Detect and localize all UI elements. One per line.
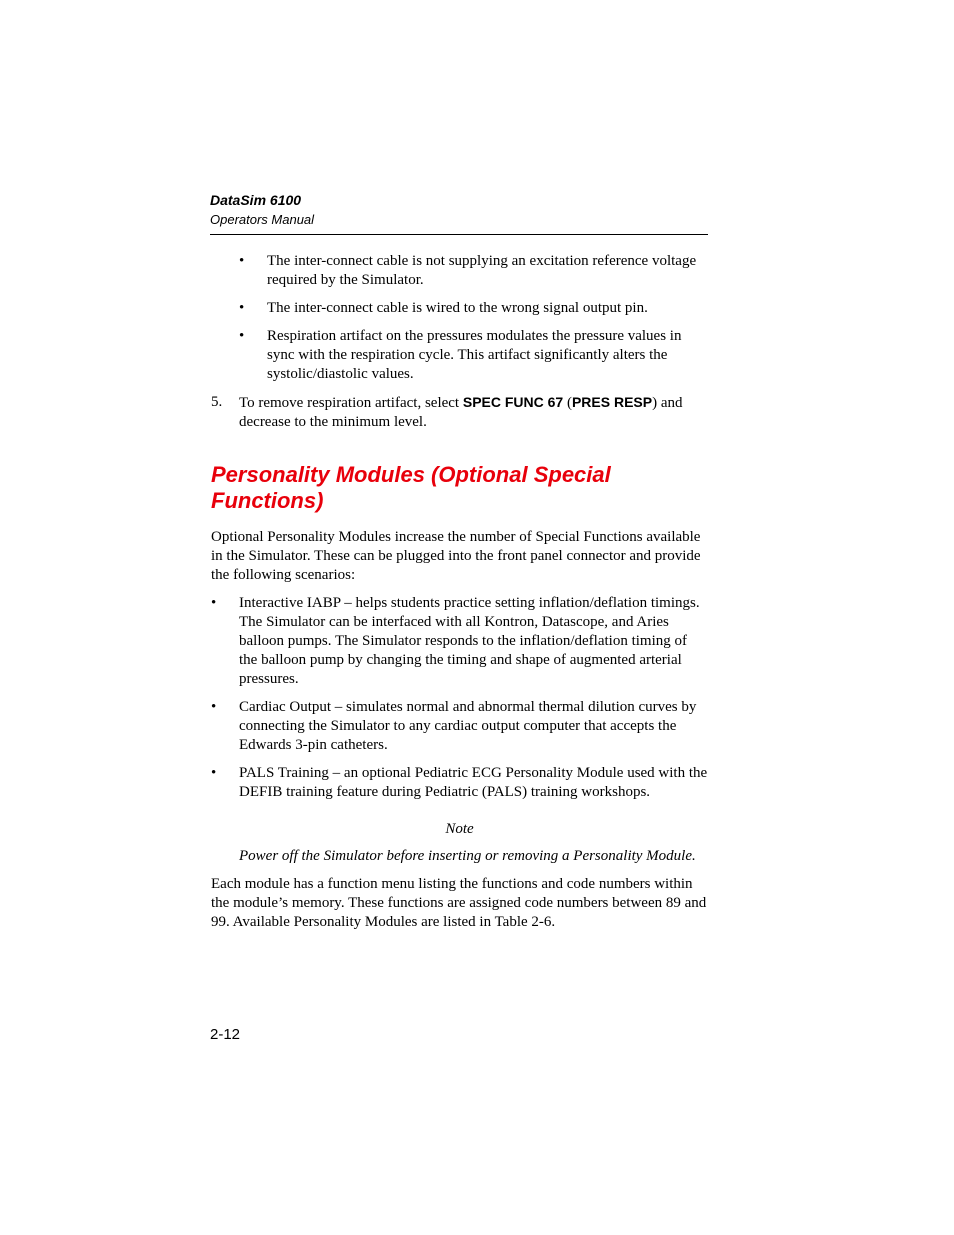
bullet-icon: • [239, 328, 245, 344]
bullet-icon: • [211, 699, 217, 715]
bullet-icon: • [239, 300, 245, 316]
note-text: Power off the Simulator before inserting or removing a Personality Module. [239, 848, 696, 864]
list-item [239, 252, 708, 290]
list-item-text: PALS Training – an optional Pediatric ECG Personality Module used with the DEFIB training feature during Pediatric (PALS) training workshops. [239, 765, 708, 800]
list-item-text: Interactive IABP – helps students practice setting inflation/deflation timings. The Simulator can be interfaced with all Kontron, Datascope, and Aries balloon pumps. The Simulator responds to the inflation/deflation timing of the balloon pump by changing the timing and shape of augmented arterial pressures. [239, 595, 700, 687]
step-text-before: To remove respiration artifact, select [239, 395, 463, 411]
list-item [239, 327, 708, 384]
page-number: 2-12 [210, 1026, 241, 1043]
section-heading: Personality Modules (Optional Special Functions) [211, 462, 611, 513]
scenario-list [211, 594, 708, 802]
bullet-icon: • [239, 253, 245, 269]
list-item [239, 299, 708, 318]
manual-subtitle: Operators Manual [210, 212, 315, 227]
bullet-icon: • [211, 595, 217, 611]
list-item [211, 594, 708, 689]
header-divider [210, 234, 708, 235]
running-header [210, 191, 708, 230]
page-content [211, 252, 708, 941]
command-spec-func: SPEC FUNC 67 [462, 394, 564, 410]
list-item-text: The inter-connect cable is wired to the wrong signal output pin. [267, 300, 648, 316]
list-item [211, 764, 708, 802]
section-intro: Optional Personality Modules increase the number of Special Functions available in the Simulator. These can be plugged into the front panel connector and provide the following scenarios: [211, 529, 701, 583]
note-label: Note [445, 821, 474, 837]
list-item-text: Respiration artifact on the pressures modulates the pressure values in sync with the respiration cycle. This artifact significantly alters the systolic/diastolic values. [267, 328, 682, 382]
manual-title: DataSim 6100 [210, 192, 302, 208]
closing-paragraph: Each module has a function menu listing the functions and code numbers within the module’s memory. These functions are assigned code numbers between 89 and 99. Available Personality Modules are listed in Table 2-6. [211, 876, 707, 930]
step-5 [211, 393, 708, 432]
step-text-after: ) and decrease to the minimum level. [239, 395, 683, 430]
list-item-text: The inter-connect cable is not supplying an excitation reference voltage required by the Simulator. [267, 253, 697, 288]
step-number: 5. [211, 394, 223, 410]
list-item [211, 698, 708, 755]
command-pres-resp: PRES RESP [571, 394, 653, 410]
cause-list [239, 252, 708, 384]
list-item-text: Cardiac Output – simulates normal and abnormal thermal dilution curves by connecting the Simulator to any cardiac output computer that accepts the Edwards 3-pin catheters. [239, 699, 697, 753]
step-paren-open: ( [563, 395, 572, 411]
bullet-icon: • [211, 765, 217, 781]
